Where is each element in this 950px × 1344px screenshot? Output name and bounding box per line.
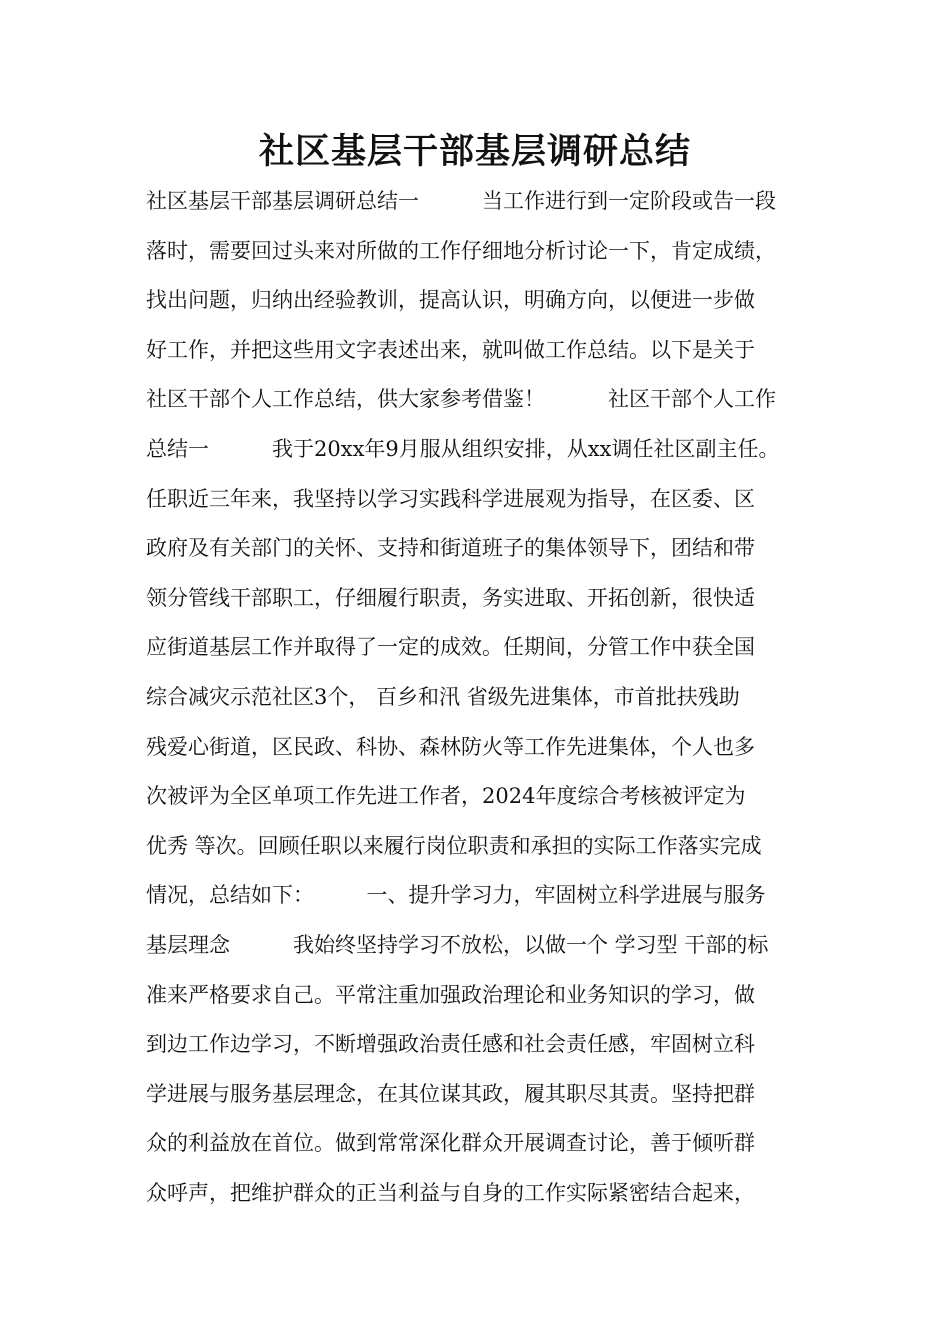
body-line: 综合减灾示范社区3个， 百乡和汛 省级先进集体，市首批扶残助: [146, 684, 740, 709]
body-line: 残爱心街道，区民政、科协、森林防火等工作先进集体，个人也多: [146, 734, 755, 759]
body-line: 基层理念 我始终坚持学习不放松，以做一个 学习型 干部的标: [146, 932, 769, 957]
document-title: 社区基层干部基层调研总结: [258, 132, 691, 172]
body-line: 找出问题，归纳出经验教训，提高认识，明确方向，以便进一步做: [146, 288, 755, 313]
body-line: 到边工作边学习，不断增强政治责任感和社会责任感，牢固树立科: [146, 1032, 755, 1057]
body-line: 应街道基层工作并取得了一定的成效。任期间，分管工作中获全国: [146, 635, 755, 660]
body-line: 众的利益放在首位。做到常常深化群众开展调查讨论，善于倾听群: [146, 1131, 755, 1156]
body-line: 情况，总结如下： 一、提升学习力，牢固树立科学进展与服务: [146, 883, 766, 908]
body-line: 众呼声，把维护群众的正当利益与自身的工作实际紧密结合起来，: [146, 1180, 755, 1205]
body-line: 任职近三年来，我坚持以学习实践科学进展观为指导，在区委、区: [146, 486, 755, 511]
body-line: 总结一 我于20xx年9月服从组织安排，从xx调任社区副主任。: [146, 436, 780, 461]
body-line: 落时，需要回过头来对所做的工作仔细地分析讨论一下，肯定成绩，: [146, 238, 776, 263]
document-body: [146, 177, 836, 1218]
body-line: 次被评为全区单项工作先进工作者，2024年度综合考核被评定为: [146, 784, 746, 809]
body-line: 优秀 等次。回顾任职以来履行岗位职责和承担的实际工作落实完成: [146, 833, 762, 858]
body-line: 学进展与服务基层理念，在其位谋其政，履其职尽其责。坚持把群: [146, 1081, 755, 1106]
body-line: 领分管线干部职工，仔细履行职责，务实进取、开拓创新，很快适: [146, 585, 755, 610]
body-line: 政府及有关部门的关怀、支持和街道班子的集体领导下，团结和带: [146, 536, 755, 561]
body-line: 社区干部个人工作总结，供大家参考借鉴！ 社区干部个人工作: [146, 387, 776, 412]
body-line: 社区基层干部基层调研总结一 当工作进行到一定阶段或告一段: [146, 189, 776, 213]
body-line: 好工作，并把这些用文字表述出来，就叫做工作总结。以下是关于: [146, 337, 755, 362]
body-line: 准来严格要求自己。平常注重加强政治理论和业务知识的学习，做: [146, 982, 755, 1007]
